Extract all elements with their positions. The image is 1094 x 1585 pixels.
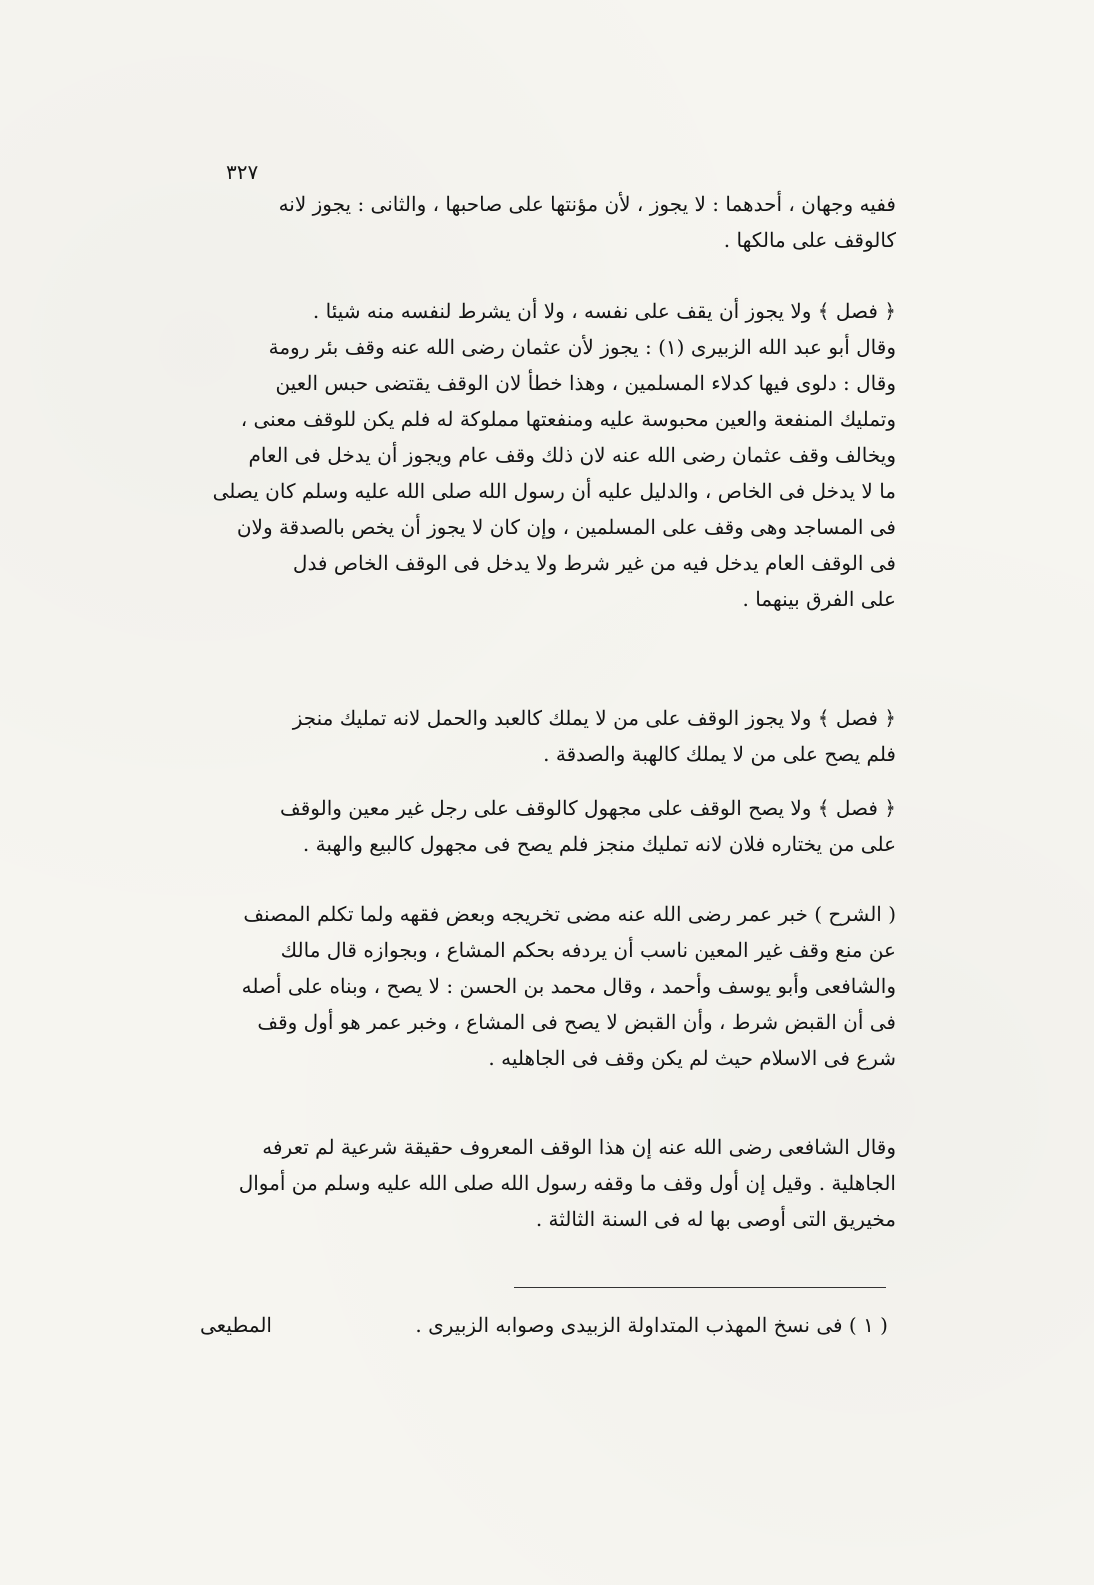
footnote-text: ( ١ ) فى نسخ المهذب المتداولة الزبيدى وصوابه الزبيرى . <box>415 1313 888 1337</box>
text-line: وتمليك المنفعة والعين محبوسة عليه ومنفعتها مملوكة له فلم يكن للوقف معنى ، <box>240 407 896 431</box>
text-line: وقال الشافعى رضى الله عنه إن هذا الوقف المعروف حقيقة شرعية لم تعرفه <box>262 1135 896 1159</box>
footnote-signature: المطيعى <box>200 1313 272 1337</box>
text-line: شرع فى الاسلام حيث لم يكن وقف فى الجاهليه . <box>488 1046 896 1070</box>
text-line: على الفرق بينهما . <box>742 587 896 611</box>
text-line: وقال أبو عبد الله الزبيرى (١) : يجوز لأن عثمان رضى الله عنه وقف بئر رومة <box>268 335 896 359</box>
text-line: والشافعى وأبو يوسف وأحمد ، وقال محمد بن الحسن : لا يصح ، وبناه على أصله <box>241 974 896 998</box>
text-line: فى الوقف العام يدخل فيه من غير شرط ولا يدخل فى الوقف الخاص فدل <box>292 551 896 575</box>
footnote <box>200 1308 888 1342</box>
page-number: ٣٢٧ <box>226 160 259 184</box>
text-line: ( الشرح ) خبر عمر رضى الله عنه مضى تخريجه وبعض فقهه ولما تكلم المصنف <box>243 902 896 926</box>
text-line: الجاهلية . وقيل إن أول وقف ما وقفه رسول الله صلى الله عليه وسلم من أموال <box>238 1171 896 1195</box>
footnote-divider <box>514 1287 886 1288</box>
section-fasl-unknown-beneficiary <box>186 790 896 862</box>
text-line: فلم يصح على من لا يملك كالهبة والصدقة . <box>543 742 896 766</box>
text-line: ويخالف وقف عثمان رضى الله عنه لان ذلك وقف عام ويجوز أن يدخل فى العام <box>248 443 896 467</box>
paragraph-intro <box>186 186 896 258</box>
text-line: ﴿ فصل ﴾ ولا يجوز أن يقف على نفسه ، ولا أن يشرط لنفسه منه شيئا . <box>312 299 896 323</box>
text-line: ﴿ فصل ﴾ ولا يصح الوقف على مجهول كالوقف على رجل غير معين والوقف <box>280 796 896 820</box>
text-line: فى أن القبض شرط ، وأن القبض لا يصح فى المشاع ، وخبر عمر هو أول وقف <box>257 1010 896 1034</box>
text-line: على من يختاره فلان لانه تمليك منجز فلم يصح فى مجهول كالبيع والهبة . <box>302 832 896 856</box>
text-line: ﴿ فصل ﴾ ولا يجوز الوقف على من لا يملك كالعبد والحمل لانه تمليك منجز <box>292 706 896 730</box>
section-sharh-commentary <box>186 896 896 1076</box>
text-line: ما لا يدخل فى الخاص ، والدليل عليه أن رسول الله صلى الله عليه وسلم كان يصلى <box>212 479 896 503</box>
paragraph-shafii-opinion <box>186 1129 896 1237</box>
text-line: وقال : دلوى فيها كدلاء المسلمين ، وهذا خطأ لان الوقف يقتضى حبس العين <box>275 371 896 395</box>
text-line: فى المساجد وهى وقف على المسلمين ، وإن كان لا يجوز أن يخص بالصدقة ولان <box>236 515 896 539</box>
text-line: كالوقف على مالكها . <box>723 228 896 252</box>
section-fasl-waqf-on-self <box>186 293 896 617</box>
text-line: ففيه وجهان ، أحدهما : لا يجوز ، لأن مؤنتها على صاحبها ، والثانى : يجوز لانه <box>278 192 896 216</box>
section-fasl-non-owner <box>186 700 896 772</box>
text-line: عن منع وقف غير المعين ناسب أن يردفه بحكم المشاع ، وبجوازه قال مالك <box>280 938 896 962</box>
text-line: مخيريق التى أوصى بها له فى السنة الثالثة . <box>535 1207 896 1231</box>
